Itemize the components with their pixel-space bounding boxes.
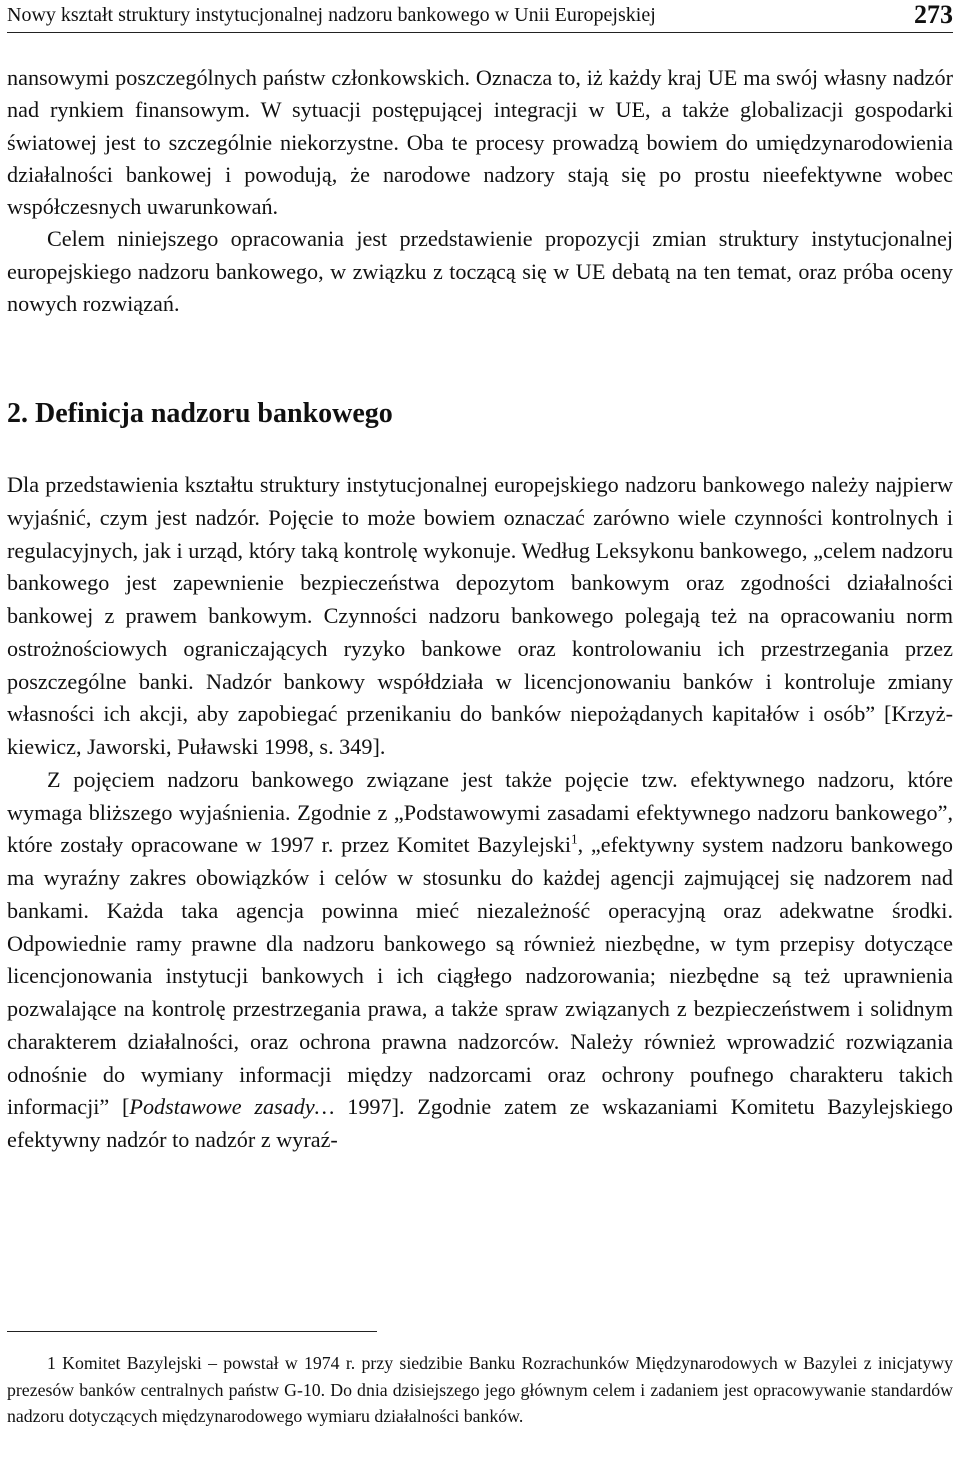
paragraph: nansowymi poszczególnych państw członkowskich. Oznacza to, iż każdy kraj UE ma swój własny nadzór nad rynkiem finansowym. W sytuacji postępującej integracji w UE, a także globalizacji gospodarki światowej jest to szczególnie niekorzystne. Oba te procesy prowadzą bowiem do umiędzynarodowienia działalności bankowej i powodują, że narodowe nadzory stają się po prostu nieefektywne wobec współczesnych uwarunkowań. (7, 65, 953, 220)
citation-title: Podstawowe zasady… (129, 1094, 335, 1120)
paragraph-part: 1997]. Zgodnie zatem ze wskazaniami Komitetu Bazylejskiego efektywny nadzór to nadzór z wyraź- (7, 1094, 953, 1152)
footnote-marker: 1 (47, 1353, 56, 1373)
page-number: 273 (914, 0, 953, 29)
section-text (7, 469, 953, 1157)
section-heading: 2. Definicja nadzoru bankowego (7, 398, 393, 429)
footnote (7, 1350, 953, 1430)
intro-text (7, 62, 953, 320)
footnote-text: Komitet Bazylejski – powstał w 1974 r. przy siedzibie Banku Rozrachunków Międzynarodowych w Bazylei z inicjatywy prezesów banków centralnych państw G-10. Do dnia dzisiejszego jego głównym celem i zadaniem jest opracowywanie standardów nadzoru dotyczących międzynarodowego wymiaru działalności banków. (7, 1353, 953, 1427)
paragraph: Dla przedstawienia kształtu struktury instytucjonalnej europejskiego nadzoru bankowego należy najpierw wyjaśnić, czym jest nadzór. Pojęcie to może bowiem oznaczać zarówno wiele czynności kontrolnych i regulacyjnych, jak i urząd, który taką kontrolę wykonuje. Według Leksykonu bankowego, „celem nadzoru bankowego jest zapewnienie bezpieczeństwa depozytom bankowym oraz zgodności działalności bankowej z prawem bankowym. Czynności nadzoru bankowego polegają też na opracowaniu norm ostrożnościowych ograniczających ryzyko bankowe oraz kontrolowaniu ich przestrzegania przez poszczególne banki. Nadzór bankowy współdziała w licencjonowaniu banków i kontroluje zmiany własności ich akcji, aby zapobiegać przenikaniu do banków niepożądanych kapitałów i osób” [Krzyżkiewicz, Jaworski, Puławski 1998, s. 349]. (7, 472, 953, 759)
footnote-divider (7, 1331, 377, 1332)
paragraph-part: , „efektywny system nadzoru bankowego ma wyraźny zakres obowiązków i celów w stosunku do każdej agencji zajmującej się nadzorem nad bankami. Każda taka agencja powinna mieć niezależność operacyjną oraz adekwatne środki. Odpowiednie ramy prawne dla nadzoru bankowego są również niezbędne, w tym przepisy dotyczące licencjonowania instytucji bankowych i ich ciągłego nadzorowania; niezbędne są też uprawnienia pozwalające na kontrolę przestrzegania prawa, a także spraw związanych z bezpieczeństwem i solidnym charakterem działalności, oraz ochrona prawna nadzorców. Należy również wprowadzić rozwiązania odnośnie do wymiany informacji między nadzorcami oraz ochrony poufnego charakteru takich informacji” [ (7, 832, 954, 1120)
footnote-reference[interactable]: 1 (571, 831, 578, 847)
paragraph (7, 764, 953, 1157)
paragraph-part: Z pojęciem nadzoru bankowego związane jest także pojęcie tzw. efektywnego nadzoru, które wymaga bliższego wyjaśnienia. Zgodnie z „Podstawowymi zasadami efektywnego nadzoru bankowego”, które zostały opracowane w 1997 r. przez Komitet Bazylejski (7, 766, 953, 858)
running-header (7, 2, 953, 33)
running-header-title: Nowy kształt struktury instytucjonalnej nadzoru bankowego w Unii Europejskiej (7, 4, 656, 26)
footnote-paragraph (7, 1350, 953, 1430)
paragraph: Celem niniejszego opracowania jest przedstawienie propozycji zmian struktury instytucjonalnej europejskiego nadzoru bankowego, w związku z toczącą się w UE debatą na ten temat, oraz próba oceny nowych rozwiązań. (7, 226, 953, 317)
